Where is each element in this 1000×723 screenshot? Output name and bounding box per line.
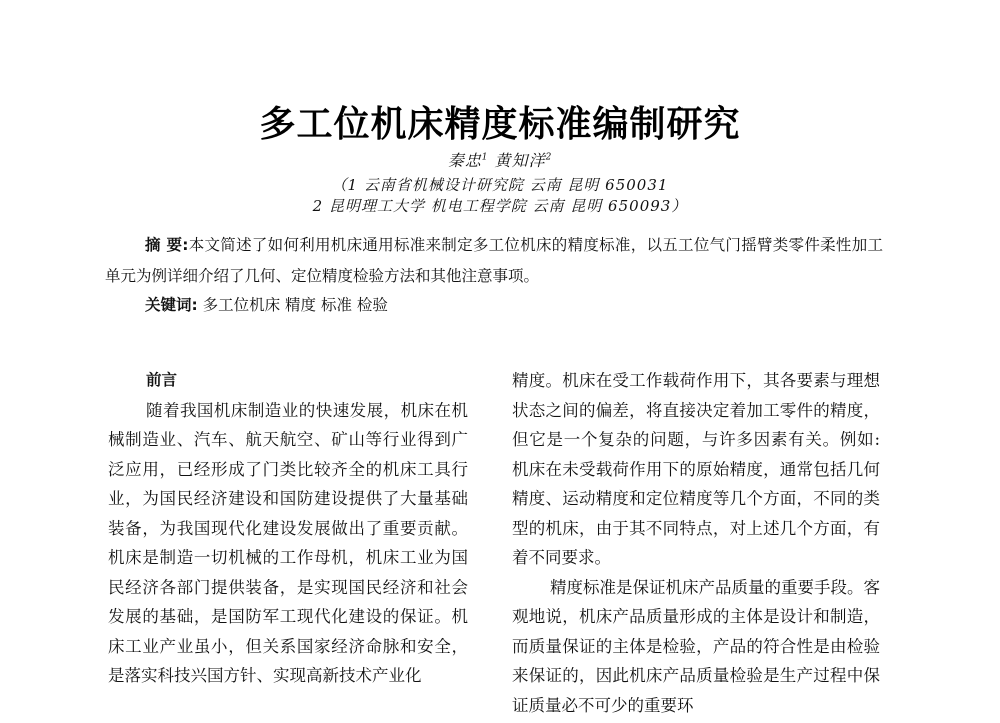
- body-paragraph: 精度。机床在受工作载荷作用下，其各要素与理想状态之间的偏差，将直接决定着加工零件的精度，但它是一个复杂的问题，与许多因素有关。例如:机床在未受载荷作用下的原始精度，通常包括几何精度、运动精度和定位精度等几个方面，不同的类型的机床，由于其不同特点，对上述几个方面，有着不同要求。: [512, 371, 880, 567]
- author-line: [0, 148, 1000, 171]
- abstract-text: 本文简述了如何利用机床通用标准来制定多工位机床的精度标准，以五工位气门摇臂类零件柔性加工单元为例详细介绍了几何、定位精度检验方法和其他注意事项。: [105, 236, 883, 285]
- abstract: [105, 230, 883, 292]
- author-name: 黄知洋: [494, 151, 546, 170]
- keywords-label: 关键词:: [145, 296, 198, 314]
- affiliation-1: （1 云南省机械设计研究院 云南 昆明 650031: [331, 176, 669, 194]
- affiliation-mark: 2: [545, 152, 553, 163]
- keywords: [145, 293, 388, 315]
- abstract-label: 摘 要:: [145, 236, 189, 254]
- body-paragraph: 精度标准是保证机床产品质量的重要手段。客观地说，机床产品质量形成的主体是设计和制造，而质量保证的主体是检验，产品的符合性是由检验来保证的，因此机床产品质量检验是生产过程中保证质量必不可少的重要环: [512, 577, 880, 715]
- body-paragraph: 随着我国机床制造业的快速发展，机床在机械制造业、汽车、航天航空、矿山等行业得到广泛应用，已经形成了门类比较齐全的机床工具行业，为国民经济建设和国防建设提供了大量基础装备，为我国现代化建设发展做出了重要贡献。机床是制造一切机械的工作母机，机床工业为国民经济各部门提供装备，是实现国民经济和社会发展的基础，是国防军工现代化建设的保证。机床工业产业虽小，但关系国家经济命脉和安全，是落实科技兴国方针、实现高新技术产业化: [108, 400, 468, 685]
- affiliation-2: 2 昆明理工大学 机电工程学院 云南 昆明 650093）: [312, 197, 688, 215]
- left-column: [108, 366, 468, 691]
- author-name: 秦忠: [447, 151, 482, 170]
- affiliation-mark: 1: [481, 152, 489, 163]
- paper-title: 多工位机床精度标准编制研究: [259, 104, 741, 145]
- right-column: [512, 366, 880, 720]
- section-heading-preface: 前言: [146, 371, 178, 389]
- keywords-text: 多工位机床 精度 标准 检验: [197, 296, 388, 314]
